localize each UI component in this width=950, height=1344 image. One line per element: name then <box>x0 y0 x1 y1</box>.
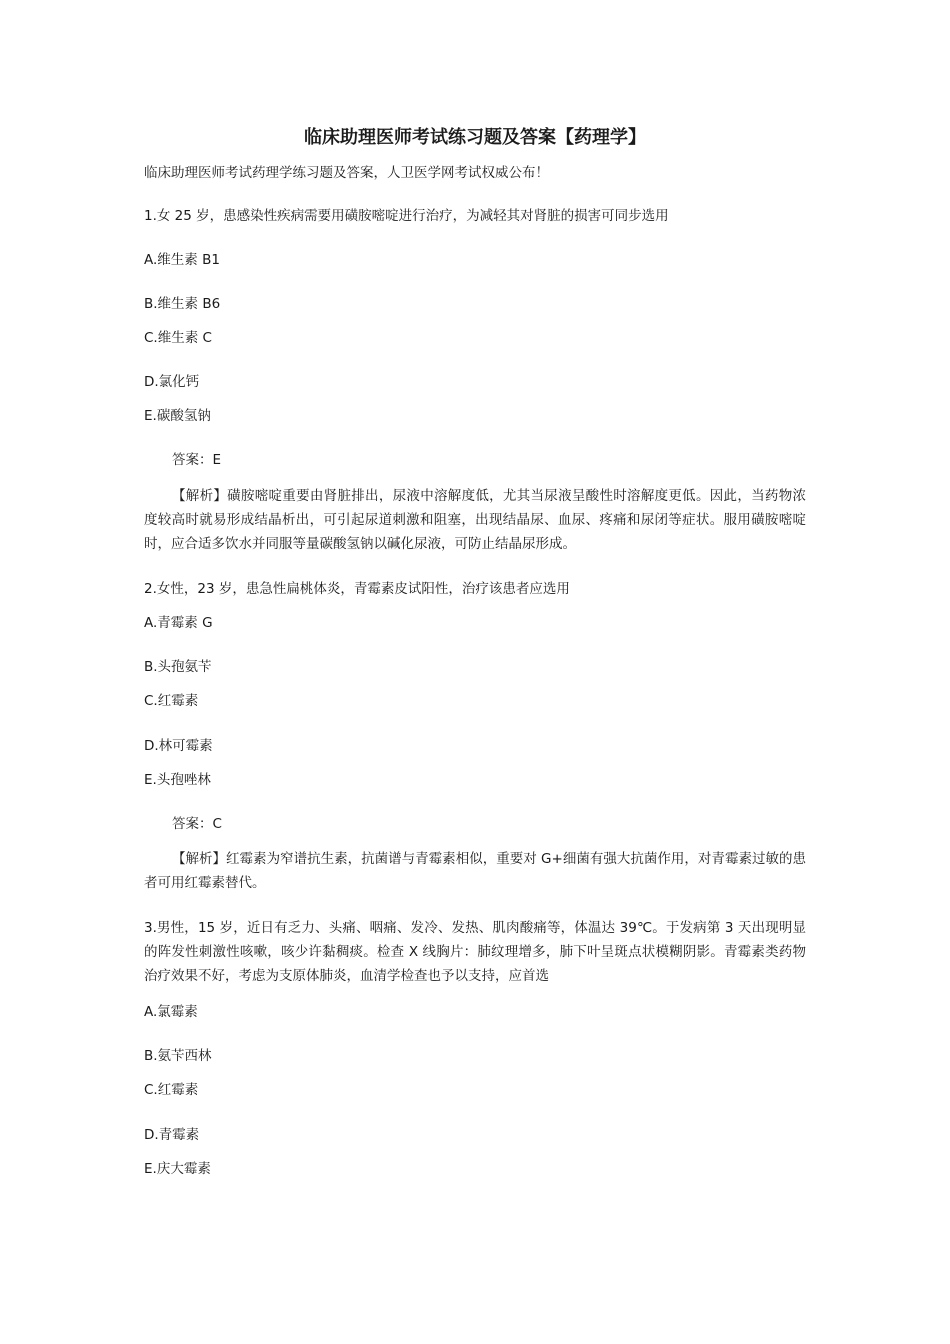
intro-text: 临床助理医师考试药理学练习题及答案，人卫医学网考试权威公布！ <box>144 165 549 181</box>
question-3-option-b: B.氨苄西林 <box>144 1048 212 1064</box>
question-2-option-b: B.头孢氨苄 <box>144 659 212 675</box>
question-2-option-e: E.头孢唑林 <box>144 772 211 788</box>
question-2-option-d: D.林可霉素 <box>144 738 213 754</box>
question-1-option-b: B.维生素 B6 <box>144 296 221 312</box>
question-1-option-d: D.氯化钙 <box>144 374 200 390</box>
question-3-option-d: D.青霉素 <box>144 1127 200 1143</box>
question-2-option-c: C.红霉素 <box>144 693 199 709</box>
question-3-option-a: A.氯霉素 <box>144 1004 198 1020</box>
question-2-option-a: A.青霉素 G <box>144 615 213 631</box>
question-2-answer: 答案：C <box>172 816 222 832</box>
question-1-option-e: E.碳酸氢钠 <box>144 408 211 424</box>
question-1-option-c: C.维生素 C <box>144 330 212 346</box>
question-3-option-e: E.庆大霉素 <box>144 1161 211 1177</box>
document-title: 临床助理医师考试练习题及答案【药理学】 <box>304 127 646 148</box>
question-1-option-a: A.维生素 B1 <box>144 252 220 268</box>
question-1-stem: 1.女 25 岁，患感染性疾病需要用磺胺嘧啶进行治疗，为减轻其对肾脏的损害可同步选用 <box>144 208 669 224</box>
question-3-stem: 3.男性，15 岁，近日有乏力、头痛、咽痛、发冷、发热、肌肉酸痛等，体温达 39℃。于发病第 3 天出现明显的阵发性刺激性咳嗽，咳少许黏稠痰。检查 X 线胸片：肺纹理增多，肺下叶呈斑点状模糊阴影。青霉素类药物治疗效果不好，考虑为支原体肺炎，血清学检查也予以支持，应首选 <box>144 920 806 984</box>
question-3-option-c: C.红霉素 <box>144 1082 199 1098</box>
question-1-answer: 答案：E <box>172 452 222 468</box>
question-2-stem: 2.女性，23 岁，患急性扁桃体炎，青霉素皮试阳性，治疗该患者应选用 <box>144 581 570 597</box>
question-2-explanation: 【解析】红霉素为窄谱抗生素，抗菌谱与青霉素相似，重要对 G+细菌有强大抗菌作用，对青霉素过敏的患者可用红霉素替代。 <box>144 851 806 891</box>
question-1-explanation: 【解析】磺胺嘧啶重要由肾脏排出，尿液中溶解度低，尤其当尿液呈酸性时溶解度更低。因此，当药物浓度较高时就易形成结晶析出，可引起尿道刺激和阻塞，出现结晶尿、血尿、疼痛和尿闭等症状。服用磺胺嘧啶时，应合适多饮水并同服等量碳酸氢钠以碱化尿液，可防止结晶尿形成。 <box>144 488 806 552</box>
